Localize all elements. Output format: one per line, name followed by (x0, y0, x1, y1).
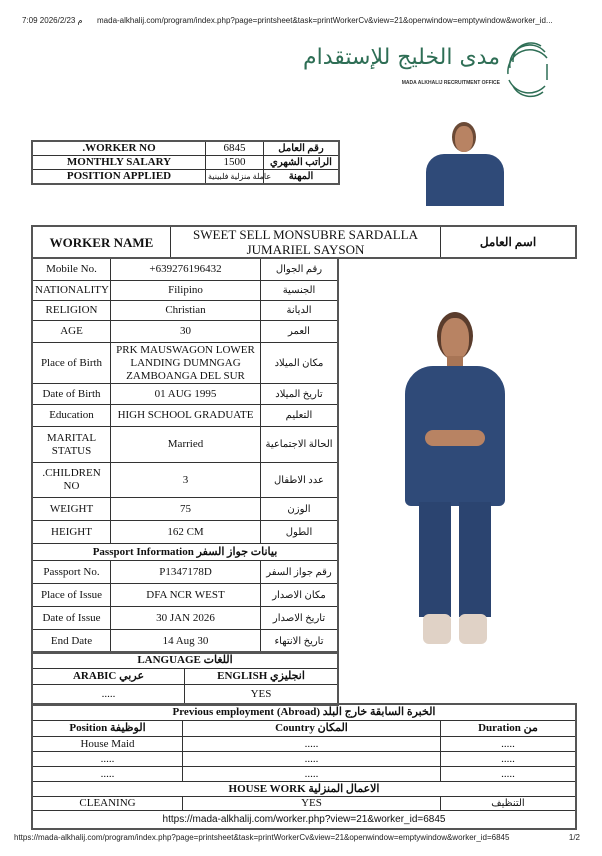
passport-value: DFA NCR WEST (111, 584, 261, 607)
detail-label: NATIONALITY (33, 281, 111, 301)
footer-url: https://mada-alkhalij.com/program/index.php?page=printsheet&task=printWorkerCv&view=21&openwindow=emptywindow&worker_id=6845 (14, 833, 510, 842)
worker-name-value: SWEET SELL MONSUBRE SARDALLA JUMARIEL SAYSON (171, 227, 441, 258)
detail-label: MARITAL STATUS (33, 427, 111, 463)
passport-ar: تاريخ الاصدار (261, 607, 338, 630)
detail-label: Education (33, 405, 111, 427)
detail-ar: الحالة الاجتماعية (261, 427, 338, 463)
logo-arabic: مدى الخليج للإستقدام (303, 45, 500, 70)
passport-row (33, 630, 338, 653)
detail-row (33, 405, 338, 427)
house-work-title: HOUSE WORK الاعمال المنزلية (33, 782, 576, 797)
cell: CLEANING (33, 797, 183, 811)
detail-value: Married (111, 427, 261, 463)
detail-label: Date of Birth (33, 384, 111, 405)
col-position: Position الوظيفة (33, 721, 183, 737)
cell: ..... (183, 752, 441, 767)
passport-value: P1347178D (111, 561, 261, 584)
cell: ..... (33, 752, 183, 767)
position-ar: المهنة (264, 170, 339, 184)
detail-row (33, 427, 338, 463)
detail-label: HEIGHT (33, 521, 111, 544)
detail-row (33, 301, 338, 321)
print-url: mada-alkhalij.com/program/index.php?page=printsheet&task=printWorkerCv&view=21&openwindow=emptywindow&worker_id... (97, 16, 553, 25)
worker-name-table (32, 226, 576, 258)
detail-ar: الديانة (261, 301, 338, 321)
house-work-row (33, 797, 576, 811)
passport-row (33, 584, 338, 607)
cell: ..... (33, 767, 183, 782)
passport-ar: رقم جواز السفر (261, 561, 338, 584)
cell: ..... (441, 752, 576, 767)
detail-ar: العمر (261, 321, 338, 343)
passport-label: Passport No. (33, 561, 111, 584)
detail-ar: الوزن (261, 498, 338, 521)
arabic-label: ARABIC عربي (33, 669, 185, 685)
detail-ar: الجنسية (261, 281, 338, 301)
cell: التنظيف (441, 797, 576, 811)
print-datetime: 7:09 2026/2/23 م (22, 16, 83, 25)
passport-value: 14 Aug 30 (111, 630, 261, 653)
detail-label: Place of Birth (33, 343, 111, 384)
detail-value: 75 (111, 498, 261, 521)
cell: ..... (441, 767, 576, 782)
detail-row (33, 498, 338, 521)
passport-title: Passport Information بيانات جواز السفر (33, 544, 338, 561)
employment-row (33, 767, 576, 782)
language-table (32, 652, 338, 705)
detail-row (33, 259, 338, 281)
position-label: POSITION APPLIED (33, 170, 206, 184)
profile-link[interactable]: https://mada-alkhalij.com/worker.php?view=21&worker_id=6845 (33, 811, 576, 829)
detail-value: PRK MAUSWAGON LOWER LANDING DUMNGAG ZAMBOANGA DEL SUR (111, 343, 261, 384)
passport-label: Place of Issue (33, 584, 111, 607)
worker-name-label: WORKER NAME (33, 227, 171, 258)
arabic-value: ..... (33, 685, 185, 705)
detail-row (33, 384, 338, 405)
employment-row (33, 737, 576, 752)
cell: House Maid (33, 737, 183, 752)
passport-label: End Date (33, 630, 111, 653)
position-value: عاملة منزلية فلبينية (206, 170, 264, 184)
detail-label: Mobile No. (33, 259, 111, 281)
detail-ar: عدد الاطفال (261, 463, 338, 498)
language-title: LANGUAGE اللغات (33, 653, 338, 669)
cell: YES (183, 797, 441, 811)
page-number: 1/2 (568, 833, 580, 842)
employment-row (33, 752, 576, 767)
worker-photo-small (420, 120, 510, 206)
detail-value: Christian (111, 301, 261, 321)
detail-value: 30 (111, 321, 261, 343)
detail-label: RELIGION (33, 301, 111, 321)
passport-row (33, 607, 338, 630)
worker-name-ar: اسم العامل (441, 227, 576, 258)
employment-title: Previous employment (Abroad) الخبرة السابقة خارج البلد (33, 705, 576, 721)
logo-lines-icon (505, 40, 550, 98)
passport-ar: مكان الاصدار (261, 584, 338, 607)
passport-ar: تاريخ الانتهاء (261, 630, 338, 653)
passport-label: Date of Issue (33, 607, 111, 630)
detail-ar: رقم الجوال (261, 259, 338, 281)
detail-value: 3 (111, 463, 261, 498)
worker-photo-full (385, 312, 525, 652)
worker-no-label: .WORKER NO (33, 142, 206, 156)
cell: ..... (183, 737, 441, 752)
passport-row (33, 561, 338, 584)
passport-value: 30 JAN 2026 (111, 607, 261, 630)
col-duration: Duration من (441, 721, 576, 737)
worker-no-ar: رقم العامل (264, 142, 339, 156)
detail-ar: الطول (261, 521, 338, 544)
detail-ar: مكان الميلاد (261, 343, 338, 384)
logo-english: MADA ALKHALIJ RECRUITMENT OFFICE (401, 80, 500, 86)
detail-row (33, 343, 338, 384)
detail-ar: تاريخ الميلاد (261, 384, 338, 405)
detail-row (33, 463, 338, 498)
summary-table (32, 141, 339, 184)
detail-row (33, 281, 338, 301)
salary-ar: الراتب الشهري (264, 156, 339, 170)
salary-value: 1500 (206, 156, 264, 170)
cell: ..... (183, 767, 441, 782)
detail-value: 01 AUG 1995 (111, 384, 261, 405)
detail-row (33, 321, 338, 343)
detail-value: +639276196432 (111, 259, 261, 281)
salary-label: MONTHLY SALARY (33, 156, 206, 170)
company-logo (303, 40, 550, 100)
english-value: YES (185, 685, 338, 705)
employment-table (32, 704, 576, 829)
detail-value: 162 CM (111, 521, 261, 544)
detail-value: Filipino (111, 281, 261, 301)
detail-label: .CHILDREN NO (33, 463, 111, 498)
col-country: Country المكان (183, 721, 441, 737)
cell: ..... (441, 737, 576, 752)
detail-row (33, 521, 338, 544)
worker-no-value: 6845 (206, 142, 264, 156)
detail-label: AGE (33, 321, 111, 343)
detail-value: HIGH SCHOOL GRADUATE (111, 405, 261, 427)
english-label: ENGLISH انجليزي (185, 669, 338, 685)
details-table (32, 258, 338, 653)
detail-label: WEIGHT (33, 498, 111, 521)
detail-ar: التعليم (261, 405, 338, 427)
